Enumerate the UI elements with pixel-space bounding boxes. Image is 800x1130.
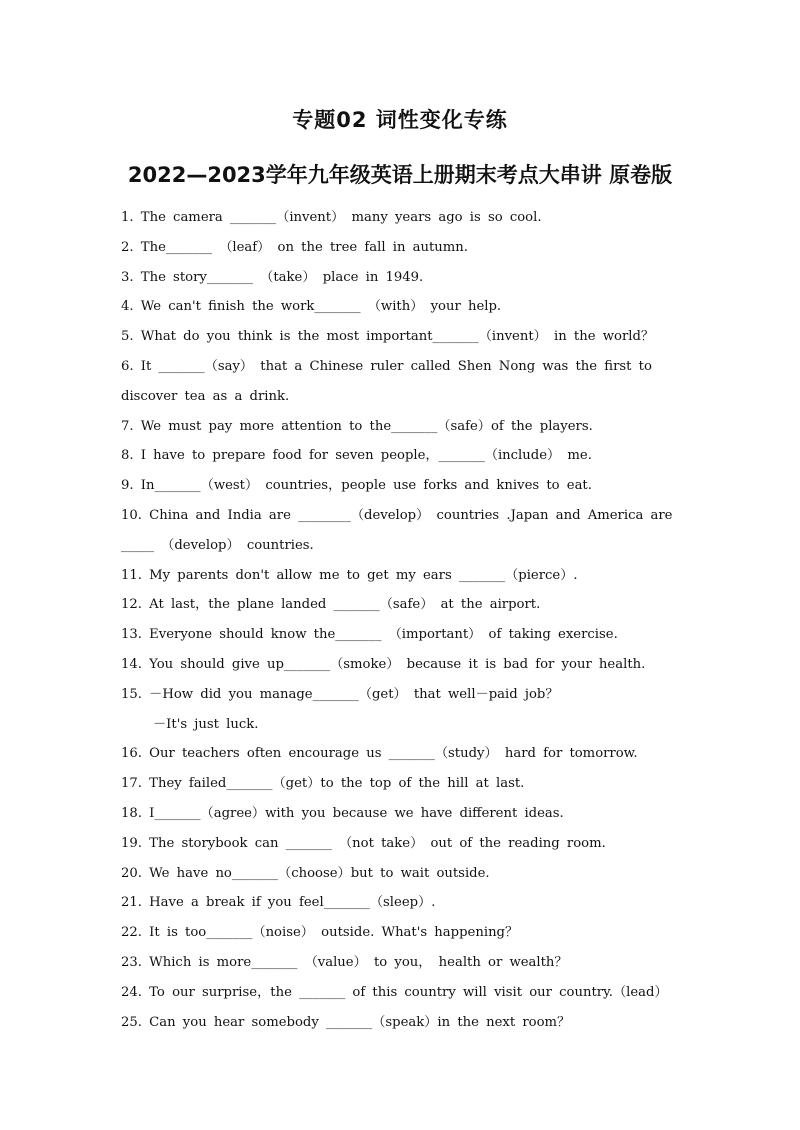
question-answer-line: －It's just luck.	[153, 716, 259, 732]
question-item: 1. The camera _______（invent） many years ago is so cool.	[121, 210, 542, 225]
page-subtitle: 2022—2023学年九年级英语上册期末考点大串讲 原卷版	[127, 163, 673, 187]
question-item: 11. My parents don't allow me to get my ears _______（pierce）.	[121, 567, 578, 583]
question-item: 4. We can't finish the work_______ （with） your help.	[121, 299, 502, 315]
question-item: 13. Everyone should know the_______ （important） of taking exercise.	[121, 627, 618, 643]
question-item: 2. The_______ （leaf） on the tree fall in autumn.	[121, 239, 468, 255]
question-item: 24. To our surprise，the _______ of this country will visit our country.（lead）	[121, 984, 668, 1000]
question-item: 7. We must pay more attention to the_______（safe）of the players.	[121, 418, 593, 434]
question-item: 6. It _______（say） that a Chinese ruler called Shen Nong was the first to discover tea as a drink.	[121, 358, 652, 404]
page-title: 专题02 词性变化专练	[292, 108, 508, 132]
question-item: 8. I have to prepare food for seven people，_______（include） me.	[121, 448, 592, 464]
question-item: 10. China and India are ________（develop） countries .Japan and America are _____ （develop） countries.	[121, 507, 673, 553]
question-item: 21. Have a break if you feel_______（sleep）.	[121, 895, 436, 911]
question-item: 20. We have no_______（choose）but to wait outside.	[121, 865, 490, 881]
question-item: 18. I_______（agree）with you because we have different ideas.	[121, 805, 564, 821]
question-item: 25. Can you hear somebody _______（speak）in the next room？	[121, 1014, 571, 1030]
question-item: 3. The story_______ （take） place in 1949.	[121, 269, 424, 285]
question-item: 22. It is too_______（noise） outside. What's happening？	[121, 925, 519, 941]
question-item: 16. Our teachers often encourage us _______（study） hard for tomorrow.	[121, 746, 638, 762]
question-item: 5. What do you think is the most important_______（invent） in the world？	[121, 329, 655, 345]
question-item: 19. The storybook can _______ （not take） out of the reading room.	[121, 835, 606, 851]
question-item: 23. Which is more_______ （value） to you， health or wealth？	[121, 954, 568, 970]
question-item: 12. At last，the plane landed _______（safe） at the airport.	[121, 597, 541, 613]
question-item: 14. You should give up_______（smoke） because it is bad for your health.	[121, 656, 646, 672]
question-item: 15. －How did you manage_______（get） that well－paid job？	[121, 686, 559, 702]
question-item: 17. They failed_______（get）to the top of the hill at last.	[121, 776, 525, 792]
question-list	[121, 203, 706, 1037]
question-item: 9. In_______（west） countries，people use forks and knives to eat.	[121, 478, 592, 494]
